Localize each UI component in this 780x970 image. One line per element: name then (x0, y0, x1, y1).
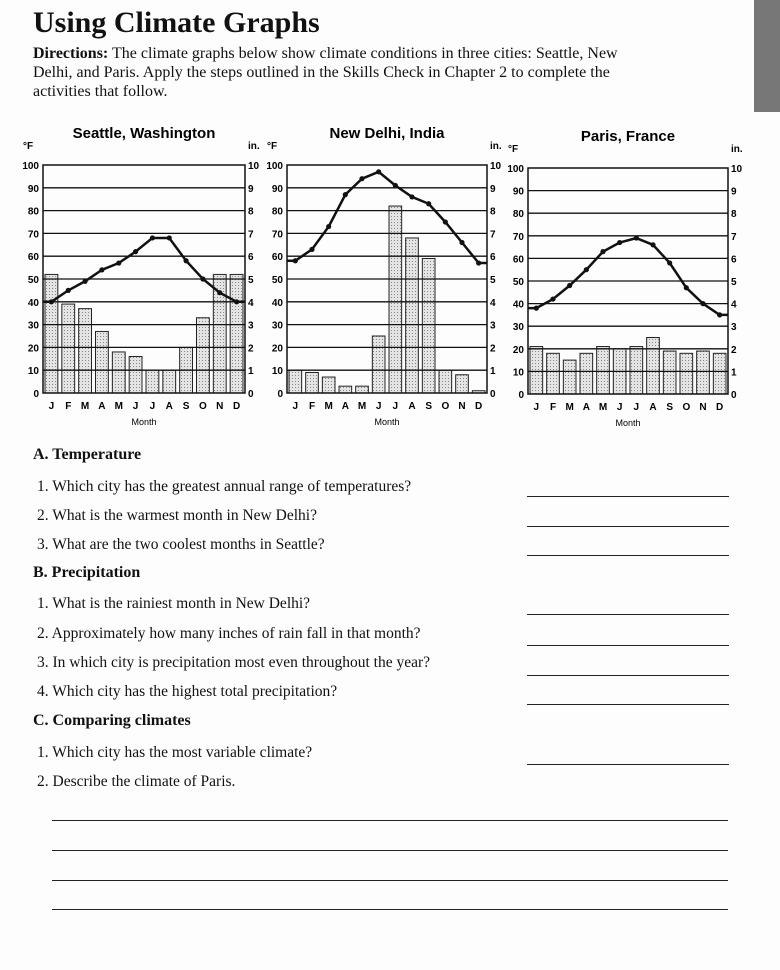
left-tick-label: 30 (271, 320, 283, 332)
chart-new-delhi (266, 125, 502, 427)
right-tick-label: 2 (248, 343, 254, 355)
directions (33, 44, 633, 101)
directions-label: Directions: (33, 45, 109, 62)
writing-line-2[interactable] (52, 850, 728, 851)
precip-bar-A (163, 370, 176, 393)
right-tick-label: 8 (731, 209, 737, 221)
temperature-point-M (359, 176, 364, 181)
temperature-point-J (49, 299, 54, 304)
temperature-point-A (409, 194, 414, 199)
left-tick-label: 30 (27, 320, 39, 332)
precip-bar-J (530, 347, 543, 394)
precip-bar-O (439, 370, 452, 393)
precip-bar-M (597, 347, 610, 394)
chapter-tab (754, 0, 780, 112)
question-c2: 2. Describe the climate of Paris. (37, 773, 236, 790)
left-tick-label: 90 (271, 183, 283, 195)
temperature-point-M (600, 249, 605, 254)
section-heading-temperature: A. Temperature (33, 446, 142, 463)
left-tick-label: 70 (271, 229, 283, 241)
right-tick-label: 7 (248, 229, 254, 241)
left-tick-label: 30 (512, 322, 524, 334)
left-tick-label: 10 (27, 366, 39, 378)
answer-line-a1[interactable] (527, 496, 729, 497)
month-label: M (80, 401, 90, 412)
month-label: S (666, 402, 674, 413)
temperature-point-F (550, 296, 555, 301)
right-tick-label: 6 (731, 254, 737, 266)
month-label: J (132, 401, 139, 412)
temperature-point-M (82, 279, 87, 284)
left-tick-label: 50 (271, 275, 283, 286)
temperature-point-O (443, 219, 448, 224)
temperature-point-N (700, 301, 705, 306)
right-tick-label: 8 (248, 206, 254, 218)
right-tick-label: 7 (731, 231, 737, 243)
left-axis-unit: °F (267, 141, 278, 152)
month-label: J (149, 401, 156, 412)
temperature-point-A (584, 267, 589, 272)
precip-bar-F (306, 372, 319, 393)
temperature-point-J (393, 183, 398, 188)
left-tick-label: 90 (27, 183, 39, 195)
precip-bar-D (230, 274, 243, 393)
temperature-point-A (99, 267, 104, 272)
precip-bar-J (146, 370, 159, 393)
chart-seattle (22, 125, 260, 427)
left-tick-label: 100 (507, 164, 524, 175)
left-tick-label: 60 (271, 252, 283, 264)
precip-bar-M (79, 309, 92, 393)
temperature-point-A (650, 242, 655, 247)
precip-bar-S (663, 351, 676, 394)
right-tick-label: 5 (248, 275, 254, 286)
precip-bar-J (289, 370, 302, 393)
left-tick-label: 0 (277, 389, 283, 400)
precip-bar-O (680, 353, 693, 394)
right-tick-label: 3 (731, 322, 737, 334)
right-tick-label: 5 (731, 277, 737, 288)
temperature-point-N (217, 290, 222, 295)
left-axis-unit: °F (508, 144, 519, 155)
left-tick-label: 60 (27, 252, 39, 264)
question-b3: 3. In which city is precipitation most even throughout the year? (37, 654, 430, 671)
temperature-point-M (567, 283, 572, 288)
left-tick-label: 0 (518, 390, 524, 401)
question-b2: 2. Approximately how many inches of rain fall in that month? (37, 625, 421, 642)
temperature-point-J (534, 306, 539, 311)
precip-bar-A (96, 331, 109, 393)
right-tick-label: 4 (490, 297, 496, 309)
precip-bar-F (62, 304, 75, 393)
precip-bar-J (389, 206, 402, 393)
right-tick-label: 4 (731, 299, 737, 311)
month-label: M (598, 402, 608, 413)
month-label: F (549, 402, 557, 413)
precip-bar-F (547, 353, 560, 394)
month-label: A (649, 402, 657, 413)
answer-line-a2[interactable] (527, 526, 729, 527)
left-tick-label: 40 (512, 299, 524, 311)
answer-line-b3[interactable] (527, 675, 729, 676)
right-tick-label: 0 (490, 389, 496, 400)
month-label: J (375, 401, 382, 412)
precip-bar-M (322, 377, 335, 393)
temperature-point-J (150, 235, 155, 240)
left-tick-label: 10 (271, 366, 283, 378)
month-label: S (425, 401, 433, 412)
chart-paris (507, 128, 743, 428)
precip-bar-J (129, 357, 142, 393)
question-a3: 3. What are the two coolest months in Seattle? (37, 536, 325, 553)
right-tick-label: 0 (731, 390, 737, 401)
chart-title: Paris, France (580, 128, 676, 145)
right-tick-label: 4 (248, 297, 254, 309)
answer-line-a3[interactable] (527, 555, 729, 556)
question-b1: 1. What is the rainiest month in New Delhi? (37, 595, 311, 612)
question-a2: 2. What is the warmest month in New Delhi? (37, 507, 317, 524)
right-tick-label: 8 (490, 206, 496, 218)
left-tick-label: 80 (271, 206, 283, 218)
month-label: O (682, 402, 691, 413)
month-label: J (533, 402, 540, 413)
left-tick-label: 100 (22, 161, 39, 172)
precip-bar-M (563, 360, 576, 394)
answer-line-b4[interactable] (527, 704, 729, 705)
right-tick-label: 10 (490, 161, 502, 172)
precip-bar-A (339, 386, 352, 393)
writing-line-4[interactable] (52, 909, 728, 910)
precip-bar-A (580, 353, 593, 394)
month-label: N (458, 401, 466, 412)
right-tick-label: 6 (490, 252, 496, 264)
answer-line-c1[interactable] (527, 764, 729, 765)
temperature-point-J (133, 249, 138, 254)
temperature-point-J (376, 169, 381, 174)
temperature-point-J (617, 240, 622, 245)
month-label: D (232, 401, 241, 412)
right-tick-label: 2 (490, 343, 496, 355)
right-tick-label: 6 (248, 252, 254, 264)
month-label: D (716, 402, 724, 413)
temperature-point-F (66, 288, 71, 293)
month-label: J (292, 401, 299, 412)
temperature-point-O (684, 285, 689, 290)
month-label: O (441, 401, 450, 412)
temperature-point-O (200, 276, 205, 281)
left-tick-label: 50 (512, 277, 524, 288)
left-tick-label: 60 (512, 254, 524, 266)
temperature-point-S (667, 260, 672, 265)
left-tick-label: 80 (512, 209, 524, 221)
temperature-point-A (343, 192, 348, 197)
temperature-point-D (234, 299, 239, 304)
month-label: N (216, 401, 224, 412)
month-label: J (616, 402, 623, 413)
right-tick-label: 1 (490, 366, 496, 378)
temperature-point-F (309, 247, 314, 252)
right-tick-label: 1 (248, 366, 254, 378)
right-tick-label: 10 (731, 164, 743, 175)
left-tick-label: 20 (271, 343, 283, 355)
month-label: M (114, 401, 123, 412)
answer-line-b2[interactable] (527, 645, 729, 646)
temperature-point-M (326, 224, 331, 229)
chart-title: New Delhi, India (329, 125, 445, 142)
left-tick-label: 90 (512, 186, 524, 198)
left-axis-unit: °F (23, 141, 34, 152)
temperature-point-D (476, 260, 481, 265)
month-label: F (65, 401, 72, 412)
month-label: M (324, 401, 333, 412)
right-tick-label: 5 (490, 275, 496, 286)
month-label: D (475, 401, 483, 412)
precip-bar-O (197, 318, 210, 393)
right-axis-unit: in. (490, 141, 502, 152)
temperature-point-M (116, 260, 121, 265)
temperature-point-N (459, 240, 464, 245)
climate-charts (0, 110, 780, 440)
page-title: Using Climate Graphs (33, 6, 320, 39)
month-label: N (699, 402, 707, 413)
directions-text: The climate graphs below show climate conditions in three cities: Seattle, New Delhi, and Paris. Apply the steps outlined in the Skills Check in Chapter 2 to complete the activities that follow. (33, 45, 618, 100)
right-tick-label: 9 (490, 183, 496, 195)
section-heading-precipitation: B. Precipitation (33, 564, 141, 581)
month-label: A (98, 401, 106, 412)
precip-bar-J (372, 336, 385, 393)
right-tick-label: 3 (248, 320, 254, 332)
right-tick-label: 2 (731, 344, 737, 356)
right-axis-unit: in. (248, 141, 260, 152)
left-tick-label: 70 (512, 231, 524, 243)
chart-title: Seattle, Washington (72, 125, 216, 142)
right-tick-label: 7 (490, 229, 496, 241)
right-tick-label: 0 (248, 389, 254, 400)
month-label: A (165, 401, 173, 412)
x-axis-label: Month (374, 417, 400, 427)
month-label: F (308, 401, 316, 412)
precip-bar-D (713, 353, 726, 394)
question-a1: 1. Which city has the greatest annual range of temperatures? (37, 478, 412, 495)
left-tick-label: 40 (271, 297, 283, 309)
left-tick-label: 20 (512, 344, 524, 356)
temperature-point-J (293, 258, 298, 263)
section-heading-comparing: C. Comparing climates (33, 712, 191, 729)
writing-line-1[interactable] (52, 820, 728, 821)
temperature-point-S (426, 201, 431, 206)
x-axis-label: Month (615, 418, 641, 428)
month-label: M (565, 402, 574, 413)
month-label: A (341, 401, 349, 412)
month-label: J (48, 401, 55, 412)
right-tick-label: 3 (490, 320, 496, 332)
temperature-line (287, 172, 487, 263)
left-tick-label: 80 (27, 206, 39, 218)
month-label: A (582, 402, 590, 413)
temperature-point-S (183, 258, 188, 263)
answer-line-b1[interactable] (527, 614, 729, 615)
month-label: J (633, 402, 640, 413)
precip-bar-A (647, 338, 660, 395)
left-tick-label: 50 (27, 275, 39, 286)
question-c1: 1. Which city has the most variable climate? (37, 744, 313, 761)
precip-bar-N (697, 351, 710, 394)
x-axis-label: Month (131, 417, 157, 427)
left-tick-label: 70 (27, 229, 39, 241)
month-label: S (182, 401, 190, 412)
month-label: M (357, 401, 367, 412)
temperature-point-J (634, 235, 639, 240)
precip-bar-M (112, 352, 125, 393)
left-tick-label: 10 (512, 367, 524, 379)
question-b4: 4. Which city has the highest total precipitation? (37, 683, 338, 700)
right-tick-label: 9 (248, 183, 254, 195)
temperature-point-A (167, 235, 172, 240)
right-axis-unit: in. (731, 144, 743, 155)
precip-bar-J (630, 347, 643, 394)
month-label: J (392, 401, 399, 412)
precip-bar-N (456, 375, 469, 393)
precip-bar-J (45, 274, 58, 393)
writing-line-3[interactable] (52, 880, 728, 881)
right-tick-label: 1 (731, 367, 737, 379)
right-tick-label: 10 (248, 161, 260, 172)
left-tick-label: 100 (266, 161, 283, 172)
right-tick-label: 9 (731, 186, 737, 198)
left-tick-label: 0 (33, 389, 39, 400)
month-label: O (199, 401, 207, 412)
temperature-point-D (717, 312, 722, 317)
left-tick-label: 20 (27, 343, 39, 355)
month-label: A (408, 401, 416, 412)
left-tick-label: 40 (27, 297, 39, 309)
precip-bar-M (356, 386, 369, 393)
